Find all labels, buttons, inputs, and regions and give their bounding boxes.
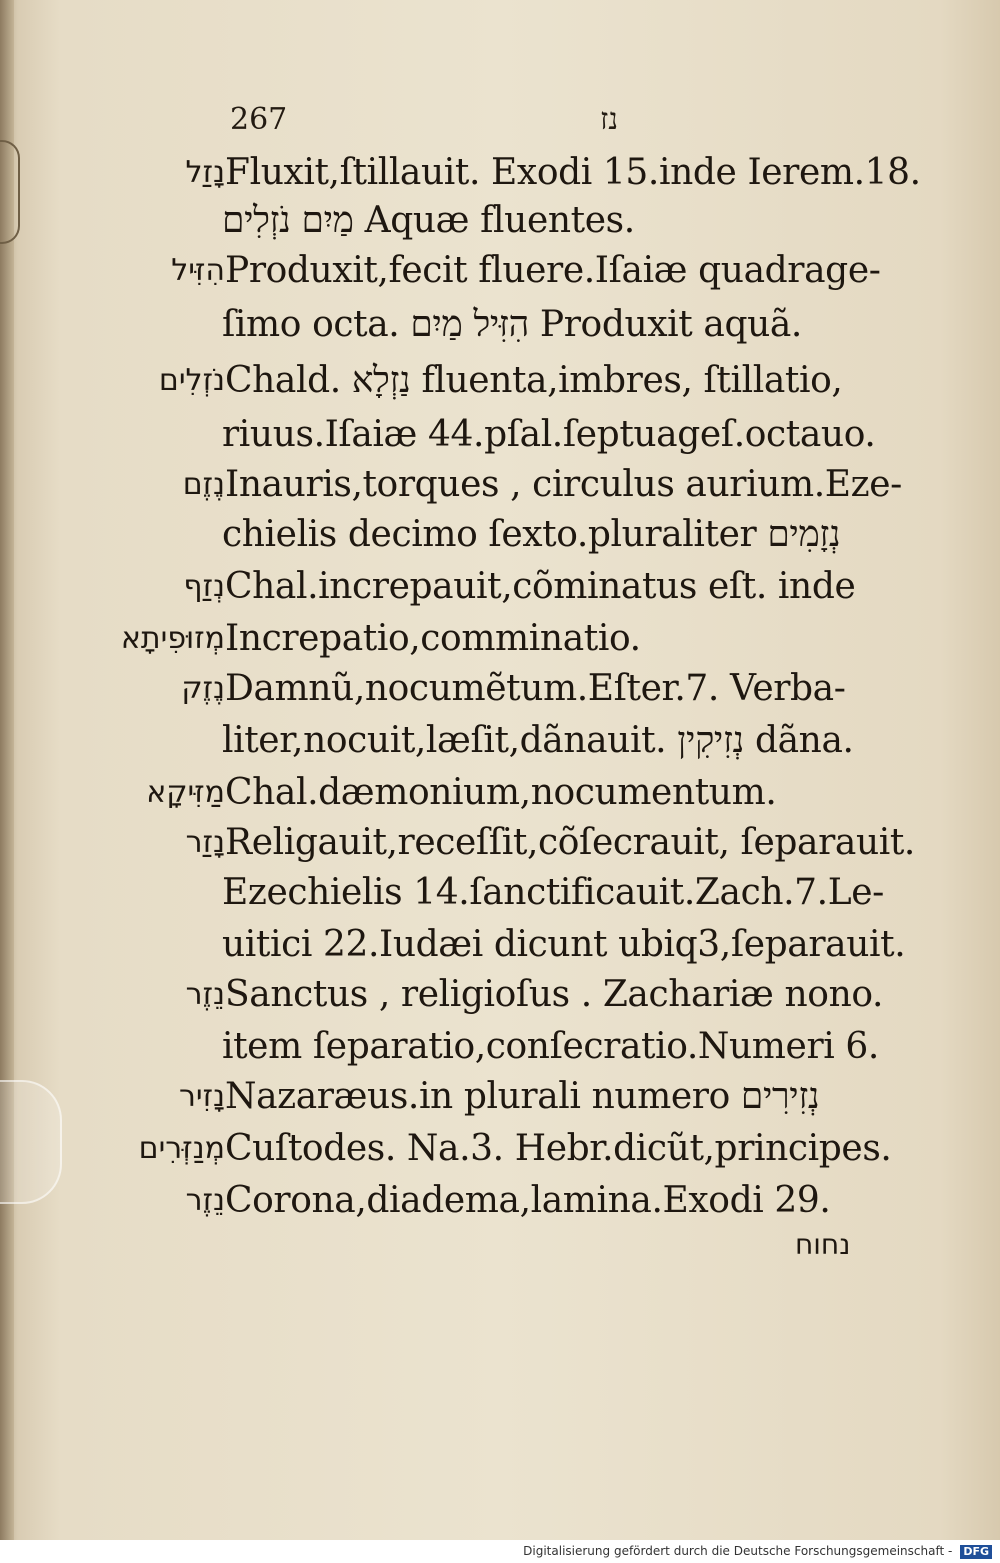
- latin-gloss: Inauris,torques , circulus aurium.Eze-: [225, 464, 902, 505]
- hebrew-headword: נָזַר: [185, 825, 225, 860]
- entry-line: [0, 666, 1000, 712]
- entry-line: [0, 564, 1000, 610]
- entry-line: [0, 1024, 1000, 1070]
- hebrew-headword: נֵזֶר: [185, 977, 225, 1012]
- latin-gloss: Religauit,receſſit,cõſecrauit, ſeparauit.: [225, 822, 915, 863]
- entry-line: [0, 150, 1000, 196]
- latin-gloss: item ſeparatio,conſecratio.Numeri 6.: [222, 1026, 879, 1067]
- entry-line: [0, 462, 1000, 508]
- entry-line: [0, 302, 1000, 348]
- hebrew-headword: הִזִּיל: [171, 253, 225, 288]
- latin-gloss: Chal.increpauit,cõminatus eſt. inde: [225, 566, 856, 607]
- entry-line: [0, 1178, 1000, 1224]
- latin-gloss: Sanctus , religioſus . Zachariæ nono.: [225, 974, 884, 1015]
- digitization-credit: [0, 1540, 1000, 1563]
- entry-line: [0, 718, 1000, 764]
- latin-gloss: Ezechielis 14.ſanctificauit.Zach.7.Le-: [222, 872, 884, 913]
- latin-gloss: Corona,diadema,lamina.Exodi 29.: [225, 1180, 831, 1221]
- entry-line: [0, 870, 1000, 916]
- catchword: נחוח: [795, 1228, 851, 1261]
- folio-number: 267: [230, 102, 288, 137]
- hebrew-headword: מְנַזְּרִים: [138, 1131, 225, 1166]
- latin-gloss: Nazaræus.in plurali numero נְזִירִים: [225, 1076, 820, 1117]
- entry-line: [0, 248, 1000, 294]
- entry-line: [0, 512, 1000, 558]
- hebrew-headword: נֶזֶק: [181, 671, 225, 706]
- latin-gloss: uitici 22.Iudæi dicunt ubiq3,ſeparauit.: [222, 924, 906, 965]
- hebrew-headword: מְזוּפִיתָא: [120, 621, 225, 656]
- entry-line: [0, 412, 1000, 458]
- latin-gloss: Cuſtodes. Na.3. Hebr.dicũt,principes.: [225, 1128, 892, 1169]
- entry-line: [0, 1074, 1000, 1120]
- dfg-logo: DFG: [960, 1545, 992, 1559]
- hebrew-headword: מַזִּיקָא: [146, 775, 225, 810]
- latin-gloss: chielis decimo ſexto.pluraliter נְזָמִים: [222, 514, 841, 555]
- page-header: [0, 102, 1000, 142]
- hebrew-headword: נָזִיר: [178, 1079, 225, 1114]
- entry-line: [0, 616, 1000, 662]
- latin-gloss: Fluxit,ſtillauit. Exodi 15.inde Ierem.18.: [225, 152, 921, 193]
- latin-gloss: מַיִם נֹזְלִים Aquæ fluentes.: [222, 200, 635, 241]
- entry-line: [0, 972, 1000, 1018]
- latin-gloss: riuus.Iſaiæ 44.pſal.ſeptuageſ.octauo.: [222, 414, 876, 455]
- latin-gloss: Damnũ,nocumẽtum.Eſter.7. Verba-: [225, 668, 846, 709]
- hebrew-headword: נֵזֶר: [185, 1183, 225, 1218]
- credit-text: Digitalisierung gefördert durch die Deutsche Forschungsgemeinschaft -: [523, 1544, 953, 1558]
- latin-gloss: liter,nocuit,læſit,dãnauit. נְזִיקִין dãna.: [222, 720, 854, 761]
- hebrew-headword: נֹזְלִים: [158, 363, 225, 398]
- entry-line: [0, 770, 1000, 816]
- entry-line: [0, 198, 1000, 244]
- hebrew-headword: נְזַף: [183, 569, 225, 604]
- entry-line: [0, 1126, 1000, 1172]
- running-head-hebrew: נז: [600, 102, 619, 137]
- latin-gloss: ſimo octa. הִזִּיל מַיִם Produxit aquã.: [222, 304, 802, 345]
- hebrew-headword: נֶזֶם: [182, 467, 225, 502]
- latin-gloss: Produxit,fecit fluere.Iſaiæ quadrage-: [225, 250, 881, 291]
- entry-line: [0, 358, 1000, 404]
- entry-line: [0, 922, 1000, 968]
- latin-gloss: Chald. נַזְלָא fluenta,imbres, ſtillatio,: [225, 360, 843, 401]
- hebrew-headword: נָזַל: [185, 155, 225, 190]
- latin-gloss: Increpatio,comminatio.: [225, 618, 641, 659]
- latin-gloss: Chal.dæmonium,nocumentum.: [225, 772, 777, 813]
- entry-line: [0, 820, 1000, 866]
